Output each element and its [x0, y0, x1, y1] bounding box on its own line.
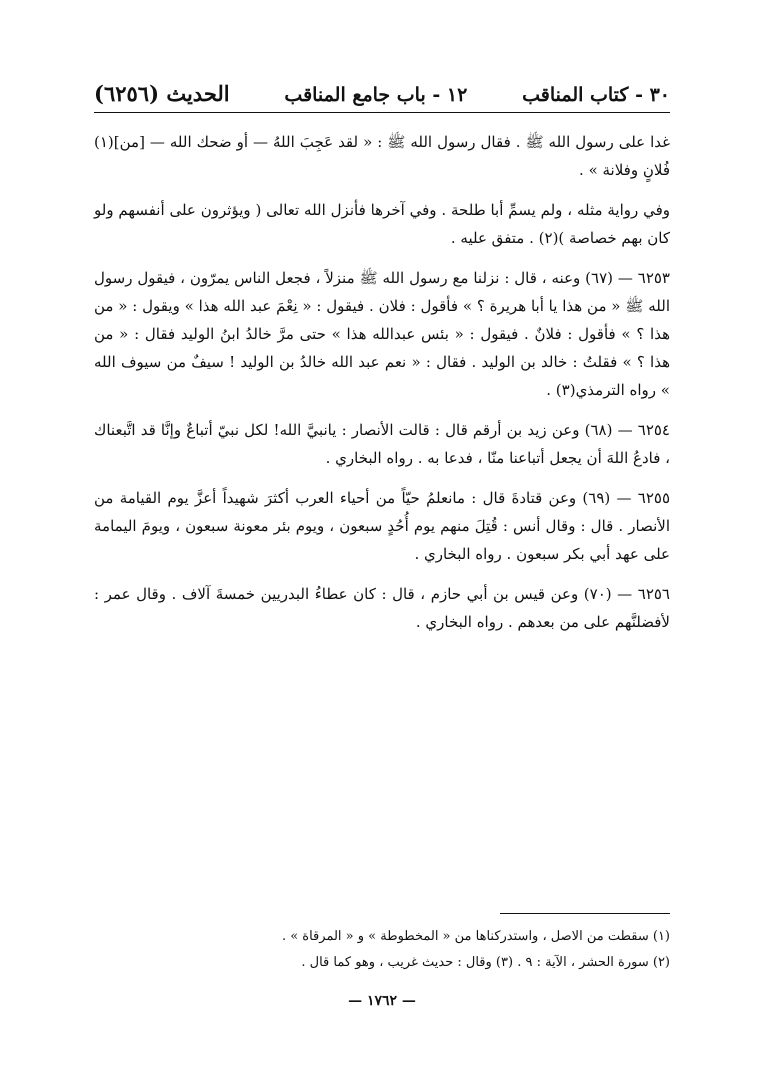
footnotes: [94, 924, 670, 976]
hadith-6256: ٦٢٥٦ — (٧٠) وعن قيس بن أبي حازم ، قال : كان عطاءُ البدريين خمسةَ آلاف . وقال عمر : لأفضلنَّهم على من بعدهم . رواه البخاري .: [94, 585, 670, 631]
hadith-6255: ٦٢٥٥ — (٦٩) وعن قتادةَ قال : مانعلمُ حيّاً من أحياء العرب أكثرَ شهيداً أعزَّ يوم القيامة من الأنصار . قال : وقال أنس : قُتِلَ منهم يوم أُحُدٍ سبعون ، ويوم بئر معونة سبعون ، ويومَ اليمامة على عهد أبي بكر سبعون . رواه البخاري .: [94, 489, 671, 563]
hadith-6254: ٦٢٥٤ — (٦٨) وعن زيد بن أرقم قال : قالت الأنصار : يانبيَّ الله! لكل نبيّ أتباعٌ وإنَّا قد اتَّبعناك ، فادعُ اللهَ أن يجعل أتباعنا منّا ، فدعا به . رواه البخاري .: [94, 421, 670, 467]
hadith-6253: ٦٢٥٣ — (٦٧) وعنه ، قال : نزلنا مع رسول الله ﷺ منزلاً ، فجعل الناس يمرّون ، فيقول رسول الله ﷺ « من هذا يا أبا هريرة ؟ » فأقول : فلان . فيقول : « نِعْمَ عبد الله هذا » ويقول : « من هذا ؟ » فأقول : فلانٌ . فيقول : « بئس عبدالله هذا » حتى مرَّ خالدُ ابنُ الوليد فقال : « من هذا ؟ » فقلتُ : خالد بن الوليد . فقال : « نعم عبد الله خالدُ بن الوليد ! سيفٌ من سيوف الله » رواه الترمذي(٣) .: [94, 269, 670, 399]
footnote: (١) سقطت من الاصل ، واستدركناها من « المخطوطة » و « المرقاة » .: [281, 929, 670, 944]
paragraph: وفي رواية مثله ، ولم يسمِّ أبا طلحة . وفي آخرها فأنزل الله تعالى ( ويؤثرون على أنفسهم ولو كان بهم خصاصة )(٢) . متفق عليه .: [94, 201, 670, 247]
section-title: ١٢ - باب جامع المناقب: [284, 84, 468, 106]
footnote-divider: [500, 913, 670, 914]
main-text: [94, 128, 670, 648]
page-number: — ١٧٦٢ —: [348, 993, 416, 1009]
hadith-number-label: الحديث (٦٢٥٦): [94, 81, 230, 106]
book-chapter-title: ٣٠ - كتاب المناقب: [522, 84, 670, 106]
paragraph: غدا على رسول الله ﷺ . فقال رسول الله ﷺ : « لقد عَجِبَ اللهُ — أو ضحك الله — [من](١) فُلانٍ وفلانة » .: [94, 133, 670, 179]
footnote: (٢) سورة الحشر ، الآية : ٩ . (٣) وقال : حديث غريب ، وهو كما قال .: [301, 955, 670, 970]
running-header: [94, 72, 670, 113]
